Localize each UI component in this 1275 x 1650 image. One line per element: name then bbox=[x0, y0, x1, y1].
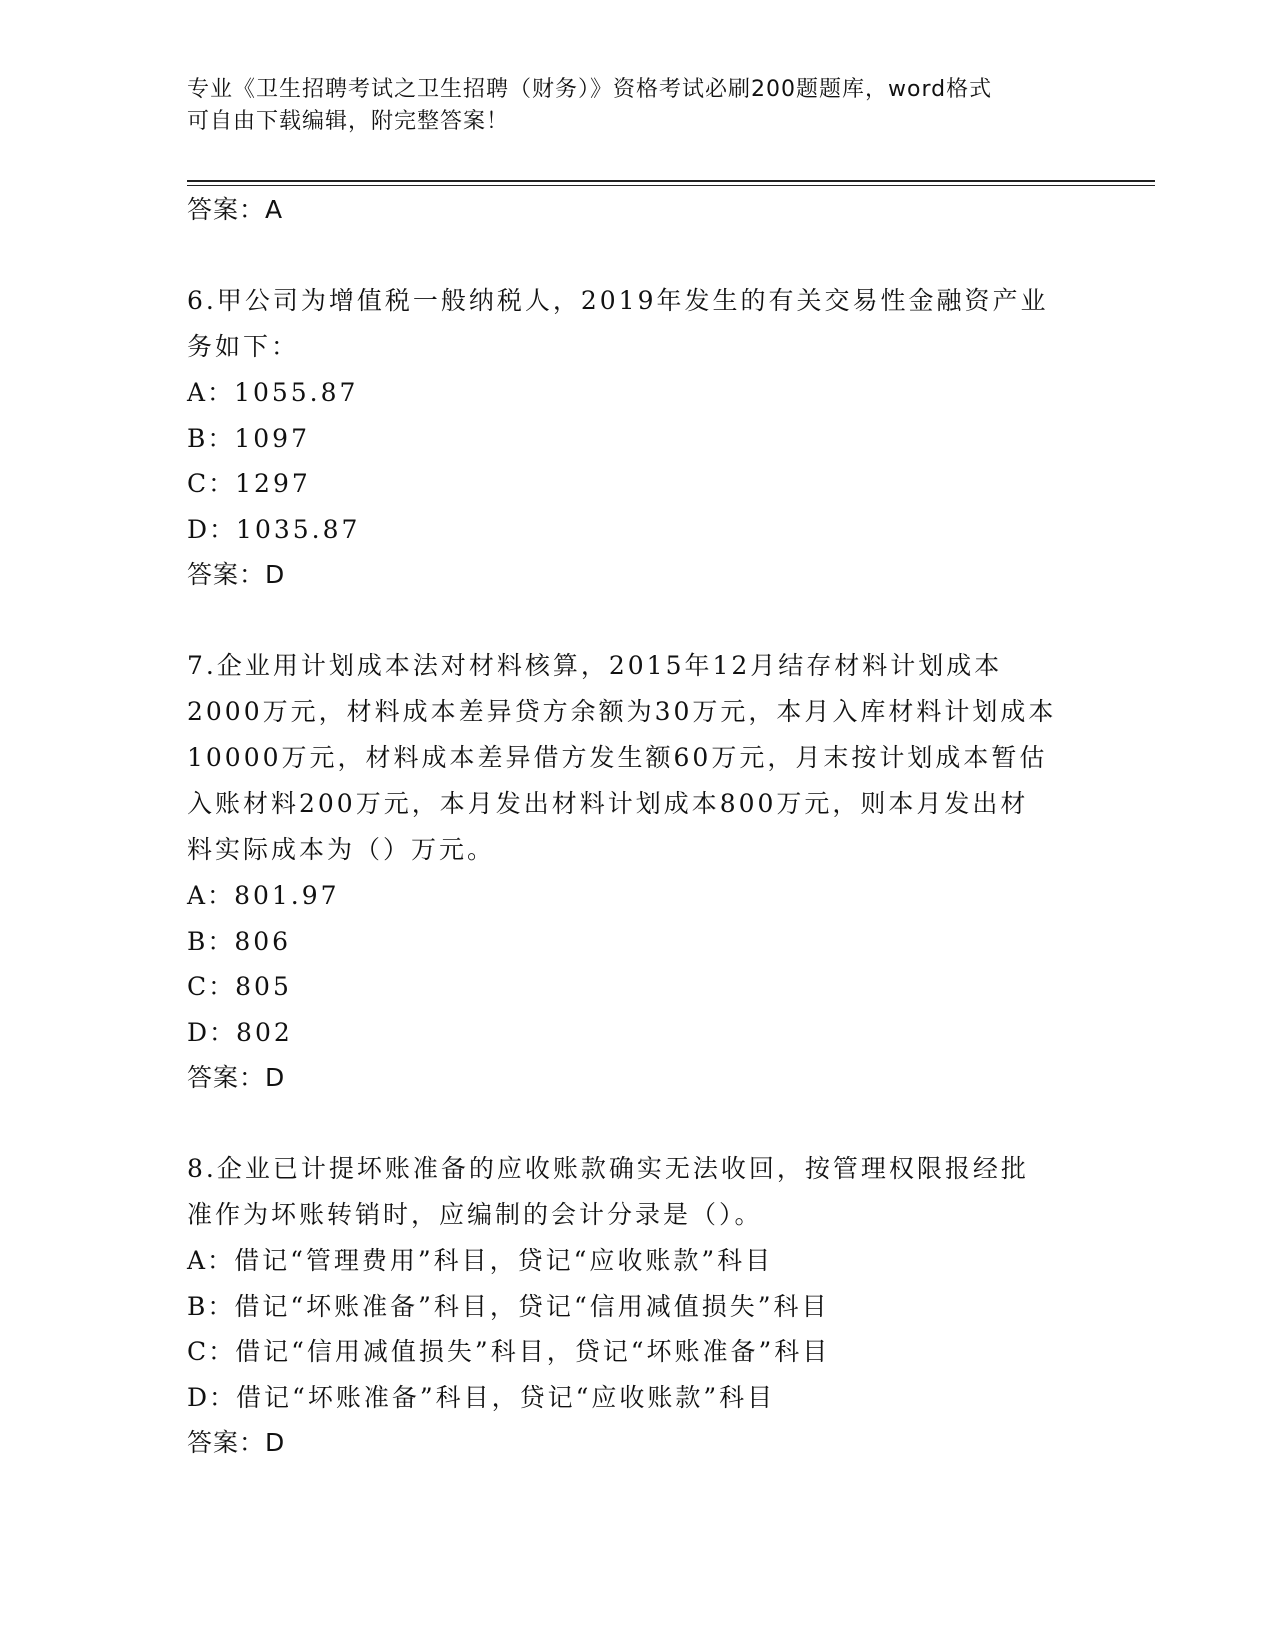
option-text: 1297 bbox=[235, 469, 311, 498]
option-text: 借记“坏账准备”科目，贷记“信用减值损失”科目 bbox=[234, 1291, 830, 1321]
option-a bbox=[187, 370, 1087, 416]
option-c bbox=[187, 461, 1087, 507]
option-key: D： bbox=[187, 1017, 237, 1047]
option-a bbox=[187, 1238, 1087, 1284]
option-b bbox=[187, 919, 1087, 965]
question-line: 料实际成本为（）万元。 bbox=[187, 835, 496, 864]
option-text: 805 bbox=[235, 972, 292, 1001]
option-key: B： bbox=[187, 423, 235, 453]
spacer bbox=[187, 233, 1087, 278]
option-key: C： bbox=[187, 1337, 236, 1366]
option-b bbox=[187, 1284, 1087, 1330]
option-d bbox=[187, 1375, 1087, 1421]
option-text: 借记“信用减值损失”科目，贷记“坏账准备”科目 bbox=[235, 1337, 831, 1366]
option-text: 借记“坏账准备”科目，贷记“应收账款”科目 bbox=[236, 1382, 776, 1412]
option-c bbox=[187, 1329, 1087, 1375]
option-key: D： bbox=[187, 514, 237, 544]
answer-line: 答案：D bbox=[187, 1428, 286, 1457]
option-key: A： bbox=[187, 378, 235, 407]
question-line: 准作为坏账转销时，应编制的会计分录是（）。 bbox=[187, 1200, 763, 1229]
option-text: 1055.87 bbox=[234, 378, 359, 407]
answer-line: 答案：D bbox=[187, 560, 286, 589]
option-text: 1035.87 bbox=[236, 514, 361, 544]
question-item bbox=[187, 278, 1087, 598]
option-text: 801.97 bbox=[234, 881, 340, 910]
header-divider-thin bbox=[187, 185, 1155, 186]
option-key: C： bbox=[187, 972, 236, 1001]
document-header bbox=[187, 74, 1067, 138]
header-line-1: 专业《卫生招聘考试之卫生招聘（财务）》资格考试必刷200题题库，word格式 bbox=[187, 77, 993, 102]
header-line-2: 可自由下载编辑，附完整答案！ bbox=[187, 109, 510, 134]
option-text: 借记“管理费用”科目，贷记“应收账款”科目 bbox=[234, 1246, 774, 1275]
question-line: 8.企业已计提坏账准备的应收账款确实无法收回，按管理权限报经批 bbox=[187, 1154, 1029, 1183]
option-a bbox=[187, 873, 1087, 919]
spacer bbox=[187, 1101, 1087, 1146]
question-item bbox=[187, 643, 1087, 1101]
option-key: A： bbox=[187, 1246, 235, 1275]
option-text: 802 bbox=[236, 1017, 293, 1047]
question-line: 入账材料200万元，本月发出材料计划成本800万元，则本月发出材 bbox=[187, 789, 1029, 818]
spacer bbox=[187, 598, 1087, 643]
previous-answer: 答案：A bbox=[187, 195, 284, 224]
question-list bbox=[187, 187, 1087, 1466]
option-text: 806 bbox=[234, 926, 292, 956]
option-d bbox=[187, 507, 1087, 553]
question-item bbox=[187, 1146, 1087, 1466]
option-d bbox=[187, 1010, 1087, 1056]
question-line: 6.甲公司为增值税一般纳税人，2019年发生的有关交易性金融资产业 bbox=[187, 286, 1049, 315]
option-key: B： bbox=[187, 1291, 235, 1321]
option-c bbox=[187, 964, 1087, 1010]
option-key: C： bbox=[187, 469, 236, 498]
question-line: 2000万元，材料成本差异贷方余额为30万元，本月入库材料计划成本 bbox=[187, 697, 1057, 726]
option-key: B： bbox=[187, 926, 235, 956]
option-text: 1097 bbox=[234, 423, 310, 453]
question-line: 10000万元，材料成本差异借方发生额60万元，月末按计划成本暂估 bbox=[187, 743, 1048, 772]
option-key: D： bbox=[187, 1382, 237, 1412]
option-key: A： bbox=[187, 881, 235, 910]
question-line: 务如下： bbox=[187, 332, 300, 361]
question-line: 7.企业用计划成本法对材料核算，2015年12月结存材料计划成本 bbox=[187, 651, 1003, 680]
header-divider-thick bbox=[187, 180, 1155, 182]
option-b bbox=[187, 416, 1087, 462]
answer-line: 答案：D bbox=[187, 1063, 286, 1092]
